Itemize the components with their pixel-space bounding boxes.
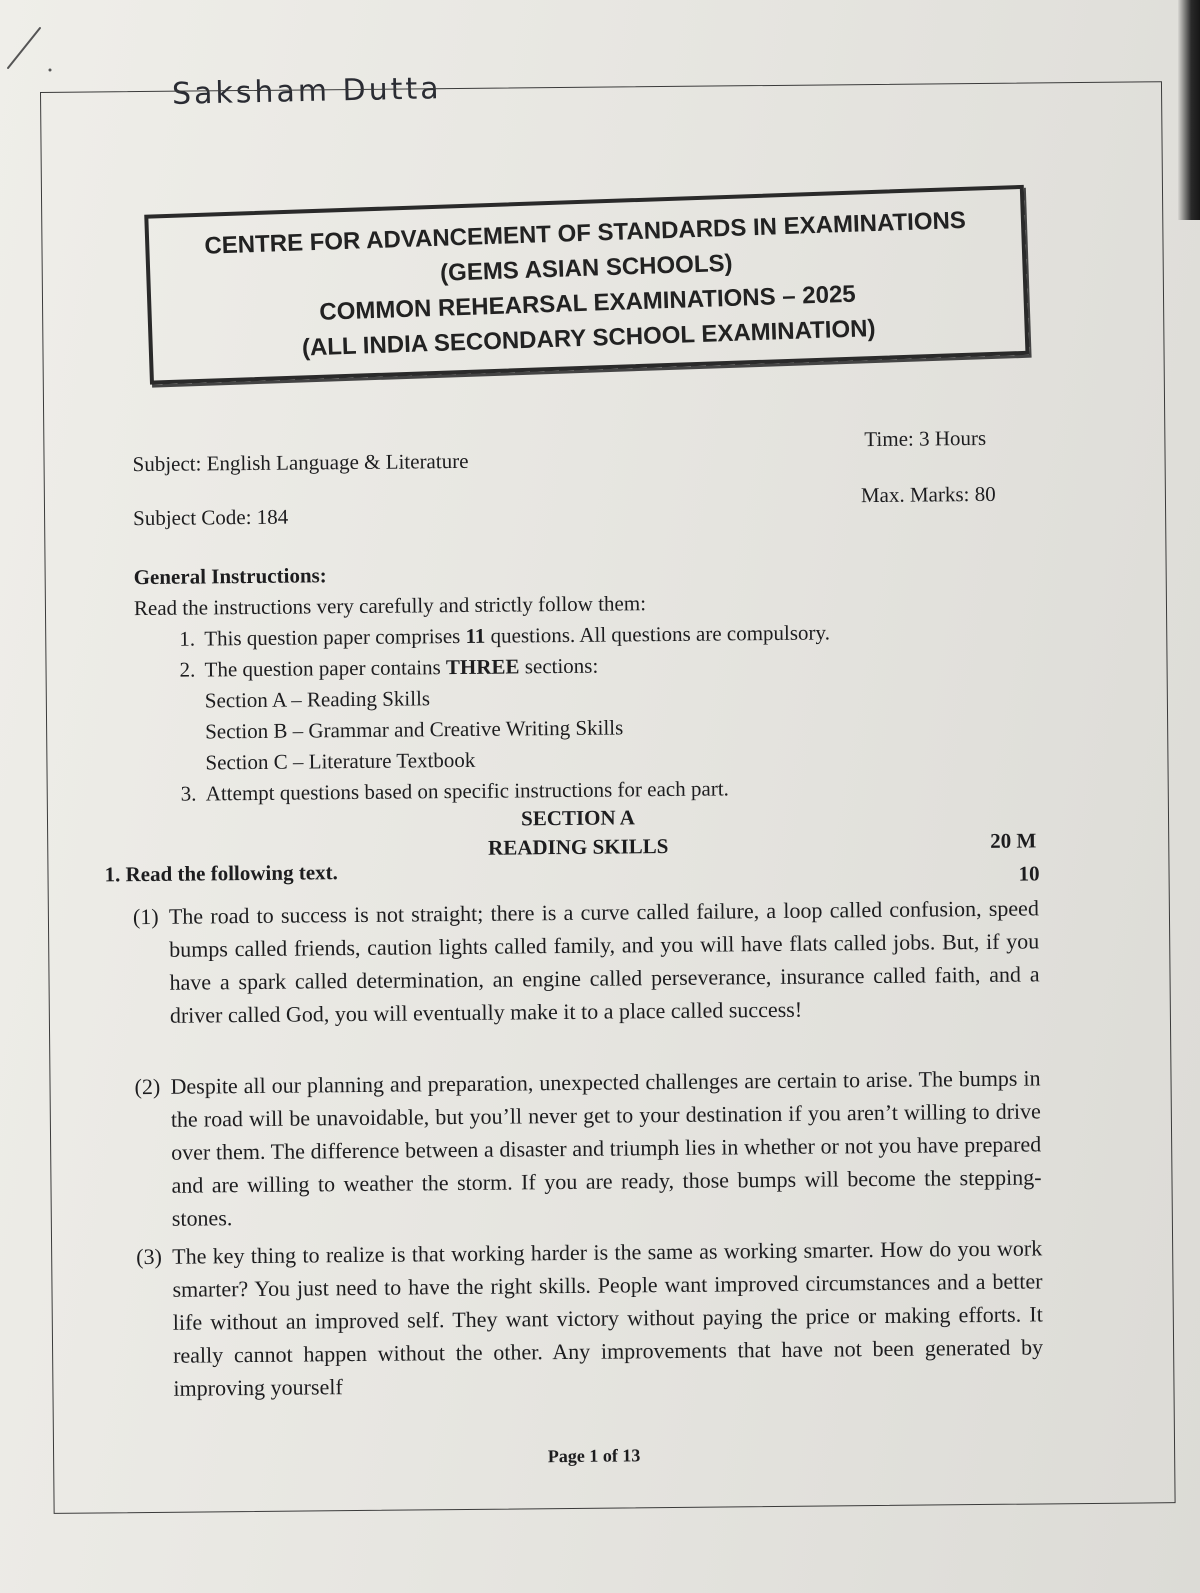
passage-paragraph-2 <box>134 1061 1042 1234</box>
desk-edge <box>1178 0 1200 220</box>
instruction-1-rest: questions. All questions are compulsory. <box>485 620 830 648</box>
instructions-list <box>134 617 831 810</box>
paragraph-text: Despite all our planning and preparation, unexpected challenges are certain to arise. The bumps in the road will be unavoidable, but you’ll never get to your destination if you aren’t willing to drive over them. The difference between a disaster and triumph lies in whether or not you have prepared and are willing to weather the storm. If you are ready, those bumps will become the stepping-stones. <box>170 1065 1042 1231</box>
sections-list <box>205 679 832 778</box>
instruction-2-text: The question paper contains <box>204 655 447 682</box>
question-1-prompt <box>104 860 338 887</box>
header-line-3: COMMON REHEARSAL EXAMINATIONS – 2025 <box>318 280 857 326</box>
exam-page <box>40 81 1176 1514</box>
subject-label: Subject: English Language & Literature <box>132 448 469 477</box>
page-number: Page 1 of 13 <box>547 1445 641 1467</box>
paragraph-number: (3) <box>136 1243 162 1270</box>
header-line-1: CENTRE FOR ADVANCEMENT OF STANDARDS IN EXAMINATIONS <box>203 206 967 260</box>
pen-mark-icon <box>0 0 70 90</box>
instruction-2-rest: sections: <box>519 653 599 679</box>
instruction-item-2 <box>200 648 831 778</box>
subject-code: Subject Code: 184 <box>132 504 289 531</box>
section-list-item: Section B – Grammar and Creative Writing Skills <box>205 715 624 744</box>
instruction-1-text: This question paper comprises <box>204 623 466 651</box>
section-a-title: SECTION A <box>520 805 635 831</box>
section-a-marks: 20 M <box>990 828 1037 853</box>
paragraph-text: The road to success is not straight; there is a curve called failure, a loop called confusion, speed bumps called friends, caution lights called family, and you will have flats called jobs. But, if you have a spark called determination, an engine called perseverance, insurance called faith, and a driver called God, you will eventually make it to a place called success! <box>168 895 1040 1028</box>
question-number: 1. <box>104 862 121 887</box>
instruction-item-3: 3. Attempt questions based on specific instructions for each part. <box>202 772 832 809</box>
max-marks-label: Max. Marks: 80 <box>860 481 996 508</box>
time-label: Time: 3 Hours <box>864 425 987 452</box>
paragraph-number: (2) <box>134 1073 161 1100</box>
section-list-item: Section A – Reading Skills <box>204 686 431 713</box>
instructions-title: General Instructions: <box>133 563 327 590</box>
section-a-subtitle: READING SKILLS <box>488 834 669 860</box>
instruction-2-count: THREE <box>445 654 520 680</box>
exam-header-box <box>144 185 1029 385</box>
passage-paragraph-1 <box>132 891 1040 1031</box>
question-1-marks: 10 <box>1018 861 1040 886</box>
instruction-1-count: 11 <box>465 623 486 648</box>
section-list-item: Section C – Literature Textbook <box>205 747 476 775</box>
general-instructions <box>134 555 832 810</box>
instructions-intro: Read the instructions very carefully and strictly follow them: <box>133 591 647 621</box>
header-line-4: (ALL INDIA SECONDARY SCHOOL EXAMINATION) <box>301 314 876 362</box>
passage-paragraph-3 <box>136 1231 1044 1404</box>
header-line-2: (GEMS ASIAN SCHOOLS) <box>439 249 733 287</box>
instruction-item-1 <box>200 617 830 654</box>
question-text: Read the following text. <box>125 860 338 887</box>
handwritten-signature: Saksham Dutta <box>171 71 442 112</box>
paragraph-text: The key thing to realize is that working harder is the same as working smarter. How do you work smarter? You just need to have the right skills. People want improved circumstances and a better life without an improved self. They want victory without paying the price or making efforts. It really cannot happen without the other. Any improvements that have not been generated by improving yourself <box>172 1235 1044 1401</box>
paragraph-number: (1) <box>132 903 159 930</box>
